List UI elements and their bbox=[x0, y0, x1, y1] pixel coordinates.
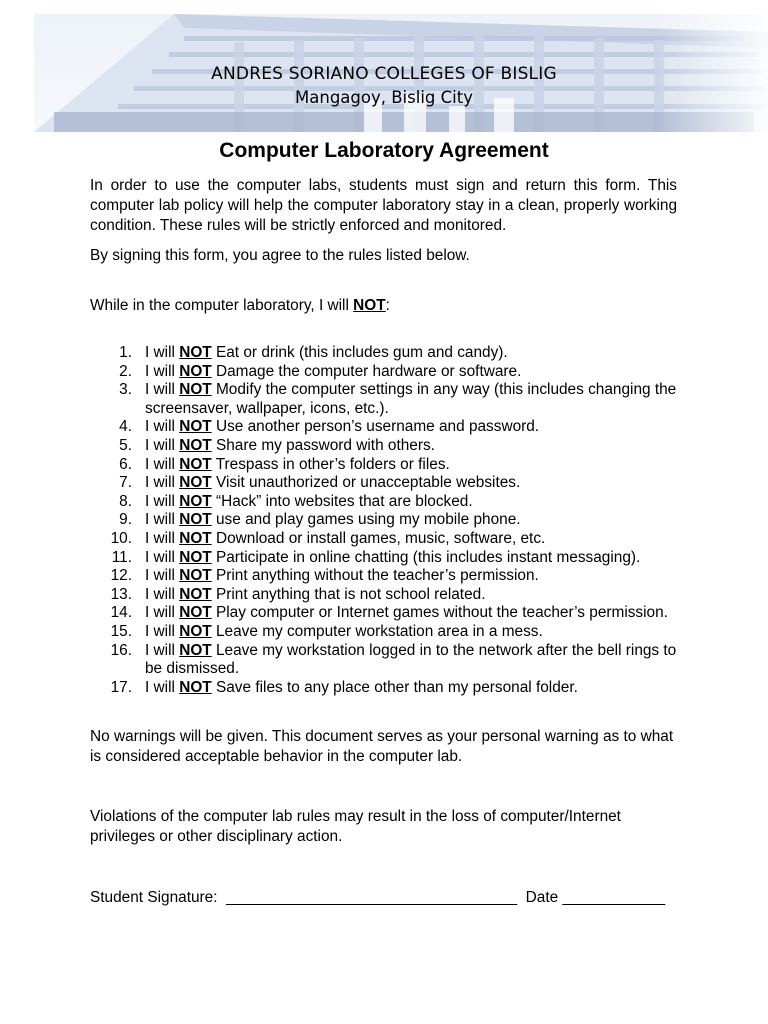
violation-paragraph: Violations of the computer lab rules may result in the loss of computer/Internet privileges or other disciplinary action. bbox=[90, 808, 621, 845]
rule-prefix: I will bbox=[145, 548, 180, 566]
rule-number: 2. bbox=[119, 362, 132, 380]
rule-text: Trespass in other’s folders or files. bbox=[211, 455, 450, 473]
rule-emphasis: NOT bbox=[179, 418, 212, 436]
rule-item bbox=[90, 381, 690, 418]
rule-item bbox=[90, 642, 690, 679]
rule-text: “Hack” into websites that are blocked. bbox=[211, 492, 473, 510]
rule-number: 8. bbox=[119, 492, 132, 510]
rule-number: 10. bbox=[110, 529, 132, 547]
rule-prefix: I will bbox=[145, 474, 180, 492]
rule-item bbox=[90, 586, 690, 605]
rule-item bbox=[90, 623, 690, 642]
college-name: ANDRES SORIANO COLLEGES OF BISLIG bbox=[211, 64, 557, 84]
rules-intro-colon: : bbox=[385, 297, 390, 314]
rule-text: Visit unauthorized or unacceptable websites. bbox=[211, 474, 521, 492]
rule-emphasis: NOT bbox=[179, 362, 212, 380]
rules-list bbox=[90, 344, 690, 697]
college-address: Mangagoy, Bislig City bbox=[295, 88, 473, 107]
rule-text: Leave my computer workstation area in a mess. bbox=[211, 622, 543, 640]
rule-item bbox=[90, 456, 690, 475]
rule-prefix: I will bbox=[145, 492, 180, 510]
rule-item bbox=[90, 679, 690, 698]
rule-emphasis: NOT bbox=[179, 511, 212, 529]
rule-number: 6. bbox=[119, 455, 132, 473]
rule-text: Damage the computer hardware or software. bbox=[211, 362, 522, 380]
rule-text: Print anything without the teacher’s permission. bbox=[211, 567, 539, 585]
rule-number: 1. bbox=[119, 344, 132, 361]
rule-text: Leave my workstation logged in to the network after the bell rings to be dismissed. bbox=[145, 641, 677, 678]
rule-number: 11. bbox=[111, 548, 132, 566]
rule-prefix: I will bbox=[145, 585, 180, 603]
rule-item bbox=[90, 493, 690, 512]
rule-text: use and play games using my mobile phone. bbox=[211, 511, 521, 529]
intro-paragraph: In order to use the computer labs, students must sign and return this form. This computer lab policy will help the computer laboratory stay in a clean, properly working condition. These rules will be strictly enforced and monitored. bbox=[90, 177, 677, 234]
rule-number: 14. bbox=[110, 604, 132, 622]
rule-number: 3. bbox=[119, 381, 132, 399]
rule-prefix: I will bbox=[145, 678, 180, 696]
rule-prefix: I will bbox=[145, 622, 180, 640]
rules-intro-text: While in the computer laboratory, I will bbox=[90, 297, 354, 314]
rule-prefix: I will bbox=[145, 511, 180, 529]
date-label: Date bbox=[525, 889, 559, 906]
rule-emphasis: NOT bbox=[179, 678, 212, 696]
rule-item bbox=[90, 418, 690, 437]
rule-emphasis: NOT bbox=[179, 585, 212, 603]
rule-text: Use another person’s username and password. bbox=[211, 418, 540, 436]
rule-prefix: I will bbox=[145, 381, 180, 399]
rule-emphasis: NOT bbox=[179, 567, 212, 585]
rule-prefix: I will bbox=[145, 436, 180, 454]
rule-item bbox=[90, 474, 690, 493]
rule-number: 4. bbox=[119, 418, 132, 436]
rule-text: Participate in online chatting (this includes instant messaging). bbox=[211, 548, 641, 566]
rule-text: Save files to any place other than my personal folder. bbox=[211, 678, 578, 696]
rule-emphasis: NOT bbox=[179, 529, 212, 547]
rule-emphasis: NOT bbox=[179, 474, 212, 492]
rule-item bbox=[90, 530, 690, 549]
rule-emphasis: NOT bbox=[179, 548, 212, 566]
rules-intro-emphasis: NOT bbox=[353, 297, 386, 314]
rule-number: 13. bbox=[110, 585, 132, 603]
warning-paragraph: No warnings will be given. This document serves as your personal warning as to what is considered acceptable behavior in the computer lab. bbox=[90, 728, 674, 765]
rule-prefix: I will bbox=[145, 455, 180, 473]
rule-prefix: I will bbox=[145, 567, 180, 585]
rule-emphasis: NOT bbox=[179, 641, 212, 659]
rule-prefix: I will bbox=[145, 418, 180, 436]
rule-emphasis: NOT bbox=[179, 622, 212, 640]
rule-emphasis: NOT bbox=[179, 455, 212, 473]
rule-text: Share my password with others. bbox=[211, 436, 435, 454]
rule-number: 12. bbox=[110, 567, 132, 585]
rule-prefix: I will bbox=[145, 362, 180, 380]
rule-number: 5. bbox=[119, 436, 132, 454]
rule-emphasis: NOT bbox=[179, 381, 212, 399]
rule-number: 16. bbox=[110, 641, 132, 659]
rule-text: Print anything that is not school related. bbox=[211, 585, 486, 603]
rule-emphasis: NOT bbox=[179, 492, 212, 510]
rule-text: Eat or drink (this includes gum and candy). bbox=[211, 344, 508, 361]
rule-item bbox=[90, 437, 690, 456]
rule-prefix: I will bbox=[145, 529, 180, 547]
rules-intro-line bbox=[90, 296, 677, 316]
rule-emphasis: NOT bbox=[179, 436, 212, 454]
rule-number: 15. bbox=[110, 622, 132, 640]
rule-item bbox=[90, 604, 690, 623]
rule-prefix: I will bbox=[145, 344, 180, 361]
rule-number: 17. bbox=[110, 678, 132, 696]
rule-item bbox=[90, 511, 690, 530]
signature-line[interactable]: __________________________________ bbox=[226, 889, 518, 906]
document-title: Computer Laboratory Agreement bbox=[219, 139, 549, 162]
rule-number: 7. bbox=[119, 474, 132, 492]
rule-emphasis: NOT bbox=[179, 604, 212, 622]
rule-text: Play computer or Internet games without the teacher’s permission. bbox=[211, 604, 668, 622]
rule-prefix: I will bbox=[145, 604, 180, 622]
rule-prefix: I will bbox=[145, 641, 180, 659]
rule-item bbox=[90, 344, 690, 363]
rule-emphasis: NOT bbox=[179, 344, 212, 361]
rule-number: 9. bbox=[119, 511, 132, 529]
signature-row bbox=[90, 888, 690, 908]
date-line[interactable]: ____________ bbox=[562, 889, 666, 906]
rule-text: Download or install games, music, software, etc. bbox=[211, 529, 546, 547]
signature-label: Student Signature: bbox=[90, 889, 218, 906]
rule-text: Modify the computer settings in any way (this includes changing the screensaver, wallpaper, icons, etc.). bbox=[145, 381, 677, 417]
agreement-paragraph: By signing this form, you agree to the rules listed below. bbox=[90, 247, 470, 264]
rule-item bbox=[90, 567, 690, 586]
rule-item bbox=[90, 549, 690, 568]
rule-item bbox=[90, 363, 690, 382]
